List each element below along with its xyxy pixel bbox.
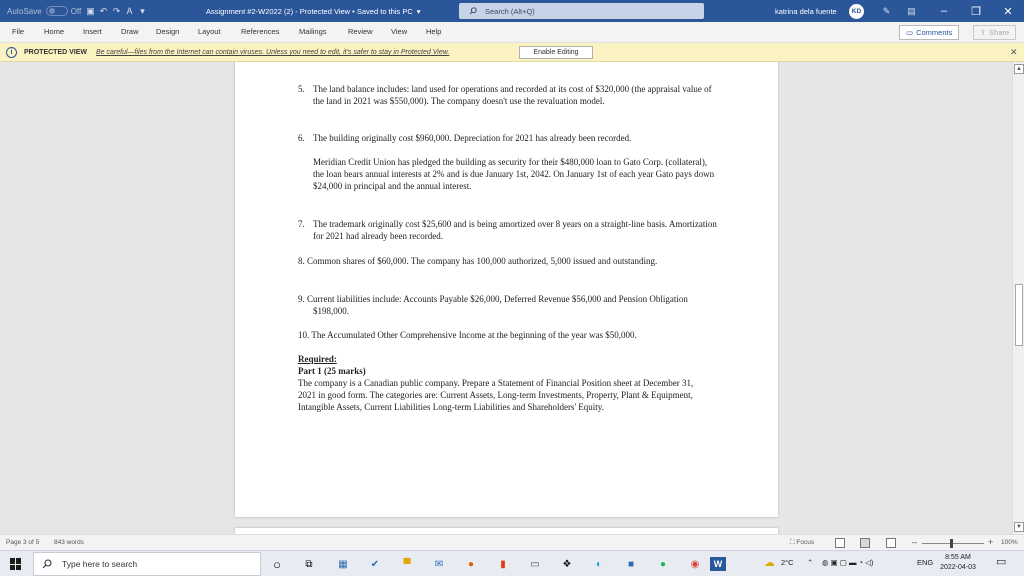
autosave-label: AutoSave: [7, 6, 42, 16]
redo-icon[interactable]: ↷: [112, 5, 121, 16]
search-placeholder: Search (Alt+Q): [485, 6, 535, 16]
scroll-up-icon[interactable]: ▲: [1014, 64, 1024, 74]
store-icon[interactable]: ▦: [338, 558, 348, 570]
vertical-scrollbar[interactable]: [1012, 62, 1024, 534]
cortana-icon[interactable]: ○: [273, 556, 281, 572]
ribbon-tabs: [0, 22, 1024, 43]
taskbar-search-placeholder: Type here to search: [62, 559, 138, 569]
tab-draw[interactable]: Draw: [121, 27, 139, 36]
list-item-5: [298, 83, 718, 107]
focus-icon: ⛶: [790, 539, 795, 546]
taskbar: [0, 550, 1024, 576]
dropbox-icon[interactable]: ❖: [562, 558, 572, 570]
avatar[interactable]: KD: [849, 4, 864, 19]
share-icon: ⇪: [979, 28, 987, 37]
scroll-thumb[interactable]: [1015, 284, 1023, 346]
protected-view-label: PROTECTED VIEW: [24, 49, 88, 56]
title-bar: [0, 0, 1024, 22]
office-icon[interactable]: ▮: [500, 558, 506, 570]
comment-icon: ▭: [906, 28, 914, 37]
todo-icon[interactable]: ✔: [370, 558, 380, 570]
status-bar: [0, 534, 1024, 550]
tab-review[interactable]: Review: [348, 27, 373, 36]
restore-button[interactable]: ❐: [971, 5, 981, 18]
close-icon[interactable]: ✕: [1010, 47, 1018, 57]
scroll-down-icon[interactable]: ▼: [1014, 522, 1024, 532]
minimize-button[interactable]: –: [940, 5, 948, 17]
comments-label: Comments: [916, 28, 953, 37]
document-page[interactable]: [235, 62, 778, 517]
search-box[interactable]: [459, 3, 704, 19]
clock-date: 2022-04-03: [940, 564, 976, 571]
chevron-down-icon: ▾: [416, 6, 421, 16]
document-title-text: Assignment #2-W2022 (2) - Protected View • Saved to this PC: [206, 6, 413, 16]
windows-start-icon[interactable]: [10, 558, 22, 570]
chrome-icon[interactable]: ◉: [690, 558, 700, 570]
document-area[interactable]: [0, 62, 1012, 534]
zoom-app-icon[interactable]: ■: [627, 558, 635, 570]
firefox-icon[interactable]: ●: [467, 558, 475, 570]
save-icon[interactable]: ▣: [86, 5, 95, 16]
edge-icon[interactable]: ◐: [595, 558, 603, 570]
protected-view-message[interactable]: Be careful—files from the Internet can contain viruses. Unless you need to edit, it's safer to stay in Protected View.: [96, 49, 450, 56]
list-item-8: 8. Common shares of $60,000. The company has 100,000 authorized, 5,000 issued and outstanding.: [298, 256, 658, 266]
list-number: 7.: [298, 219, 305, 229]
clock-time: 8:55 AM: [945, 554, 971, 561]
search-icon: [42, 559, 52, 569]
temperature[interactable]: 2°C: [781, 558, 794, 567]
zoom-out-icon[interactable]: –: [912, 537, 918, 547]
tray-icons[interactable]: ◍ ▣ ▢ ▬ ◔ ◁): [822, 558, 874, 567]
tab-view[interactable]: View: [391, 27, 408, 36]
task-view-icon[interactable]: ⧉: [305, 558, 313, 570]
print-layout-icon[interactable]: [860, 538, 870, 548]
notification-icon[interactable]: ▭: [996, 556, 1007, 568]
list-number: 5.: [298, 84, 305, 94]
list-number: 6.: [298, 133, 305, 143]
web-layout-icon[interactable]: [886, 538, 896, 548]
comments-button[interactable]: [899, 25, 959, 40]
zoom-slider[interactable]: [922, 543, 984, 544]
customize-toolbar-icon[interactable]: ▾: [140, 5, 145, 16]
tab-references[interactable]: References: [241, 27, 280, 36]
spotify-icon[interactable]: ●: [659, 558, 667, 570]
page-indicator[interactable]: Page 3 of 5: [6, 539, 40, 546]
share-label: Share: [989, 28, 1010, 37]
list-text: The land balance includes: land used for operations and recorded at its cost of $320,000 (the appraisal value of the land in 2021 was $550,000). The company doesn't use the revaluation model.: [313, 84, 712, 107]
file-explorer-icon[interactable]: ▀: [403, 558, 411, 570]
required-heading: Required:: [298, 354, 337, 364]
language-indicator[interactable]: ENG: [917, 558, 934, 567]
tab-design[interactable]: Design: [156, 27, 180, 36]
weather-icon[interactable]: ☁: [764, 557, 775, 569]
focus-label: Focus: [796, 539, 815, 546]
taskbar-search[interactable]: [33, 552, 261, 576]
tray-expand-icon[interactable]: ⌃: [807, 558, 814, 567]
clock[interactable]: [940, 553, 976, 573]
font-color-icon[interactable]: A: [126, 6, 133, 16]
undo-icon[interactable]: ↶: [99, 5, 108, 16]
autosave-state: Off: [70, 6, 82, 16]
read-mode-icon[interactable]: [835, 538, 845, 548]
ribbon-display-icon[interactable]: ▤: [907, 5, 916, 16]
zoom-in-icon[interactable]: +: [988, 537, 994, 547]
list-item-10: 10. The Accumulated Other Comprehensive Income at the beginning of the year was $50,000.: [298, 330, 637, 340]
word-icon[interactable]: W: [710, 557, 726, 571]
list-item-7: [298, 218, 718, 242]
mail-icon[interactable]: ✉: [434, 558, 444, 570]
autosave-toggle[interactable]: [46, 6, 68, 16]
pen-icon[interactable]: ✎: [882, 5, 891, 16]
part-instructions: The company is a Canadian public company. Prepare a Statement of Financial Position sheet at December 31, 2021 in good form. The categories are: Current Assets, Long-term Investments, Property, Plant & Equipment, Intangible Assets, Current Liabilities Long-term Liabilities and Shareholders' Equity.: [298, 378, 694, 413]
zoom-level[interactable]: 100%: [1001, 539, 1018, 546]
search-icon: [469, 7, 477, 15]
enable-editing-button[interactable]: Enable Editing: [519, 46, 593, 59]
tab-mailings[interactable]: Mailings: [299, 27, 327, 36]
list-item-6: [298, 132, 718, 144]
app-icon[interactable]: ▭: [530, 558, 540, 570]
list-text: The trademark originally cost $25,600 and is being amortized over 8 years on a straight-line basis. Amortization for 2021 had already been recorded.: [313, 219, 717, 242]
user-name[interactable]: katrina dela fuente: [775, 6, 837, 16]
share-button[interactable]: [973, 25, 1016, 40]
tab-insert[interactable]: Insert: [83, 27, 102, 36]
focus-button[interactable]: [790, 539, 814, 547]
tab-help[interactable]: Help: [426, 27, 442, 36]
word-count[interactable]: 843 words: [54, 539, 84, 546]
close-button[interactable]: ✕: [1003, 5, 1013, 18]
protected-view-bar: [0, 43, 1024, 62]
part-heading: Part 1 (25 marks): [298, 366, 366, 376]
tab-layout[interactable]: Layout: [198, 27, 221, 36]
list-text: The building originally cost $960,000. Depreciation for 2021 has already been recorded.: [313, 133, 632, 143]
info-icon: i: [6, 47, 17, 58]
autosave[interactable]: [7, 0, 81, 22]
document-title[interactable]: [206, 0, 421, 22]
tab-home[interactable]: Home: [44, 27, 65, 36]
list-item-9: 9. Current liabilities include: Accounts Payable $26,000, Deferred Revenue $56,000 and Pension Obligation $198,000.: [298, 294, 688, 317]
item6-paragraph: Meridian Credit Union has pledged the building as security for their $480,000 loan to Gato Corp. (collateral), the loan bears annual interests at 2% and is due January 1st, 2042. On January 1st of each year Gato pays down $24,000 in principal and the annual interest.: [313, 157, 715, 192]
tab-file[interactable]: File: [12, 27, 25, 36]
zoom-slider-handle[interactable]: [950, 539, 953, 548]
